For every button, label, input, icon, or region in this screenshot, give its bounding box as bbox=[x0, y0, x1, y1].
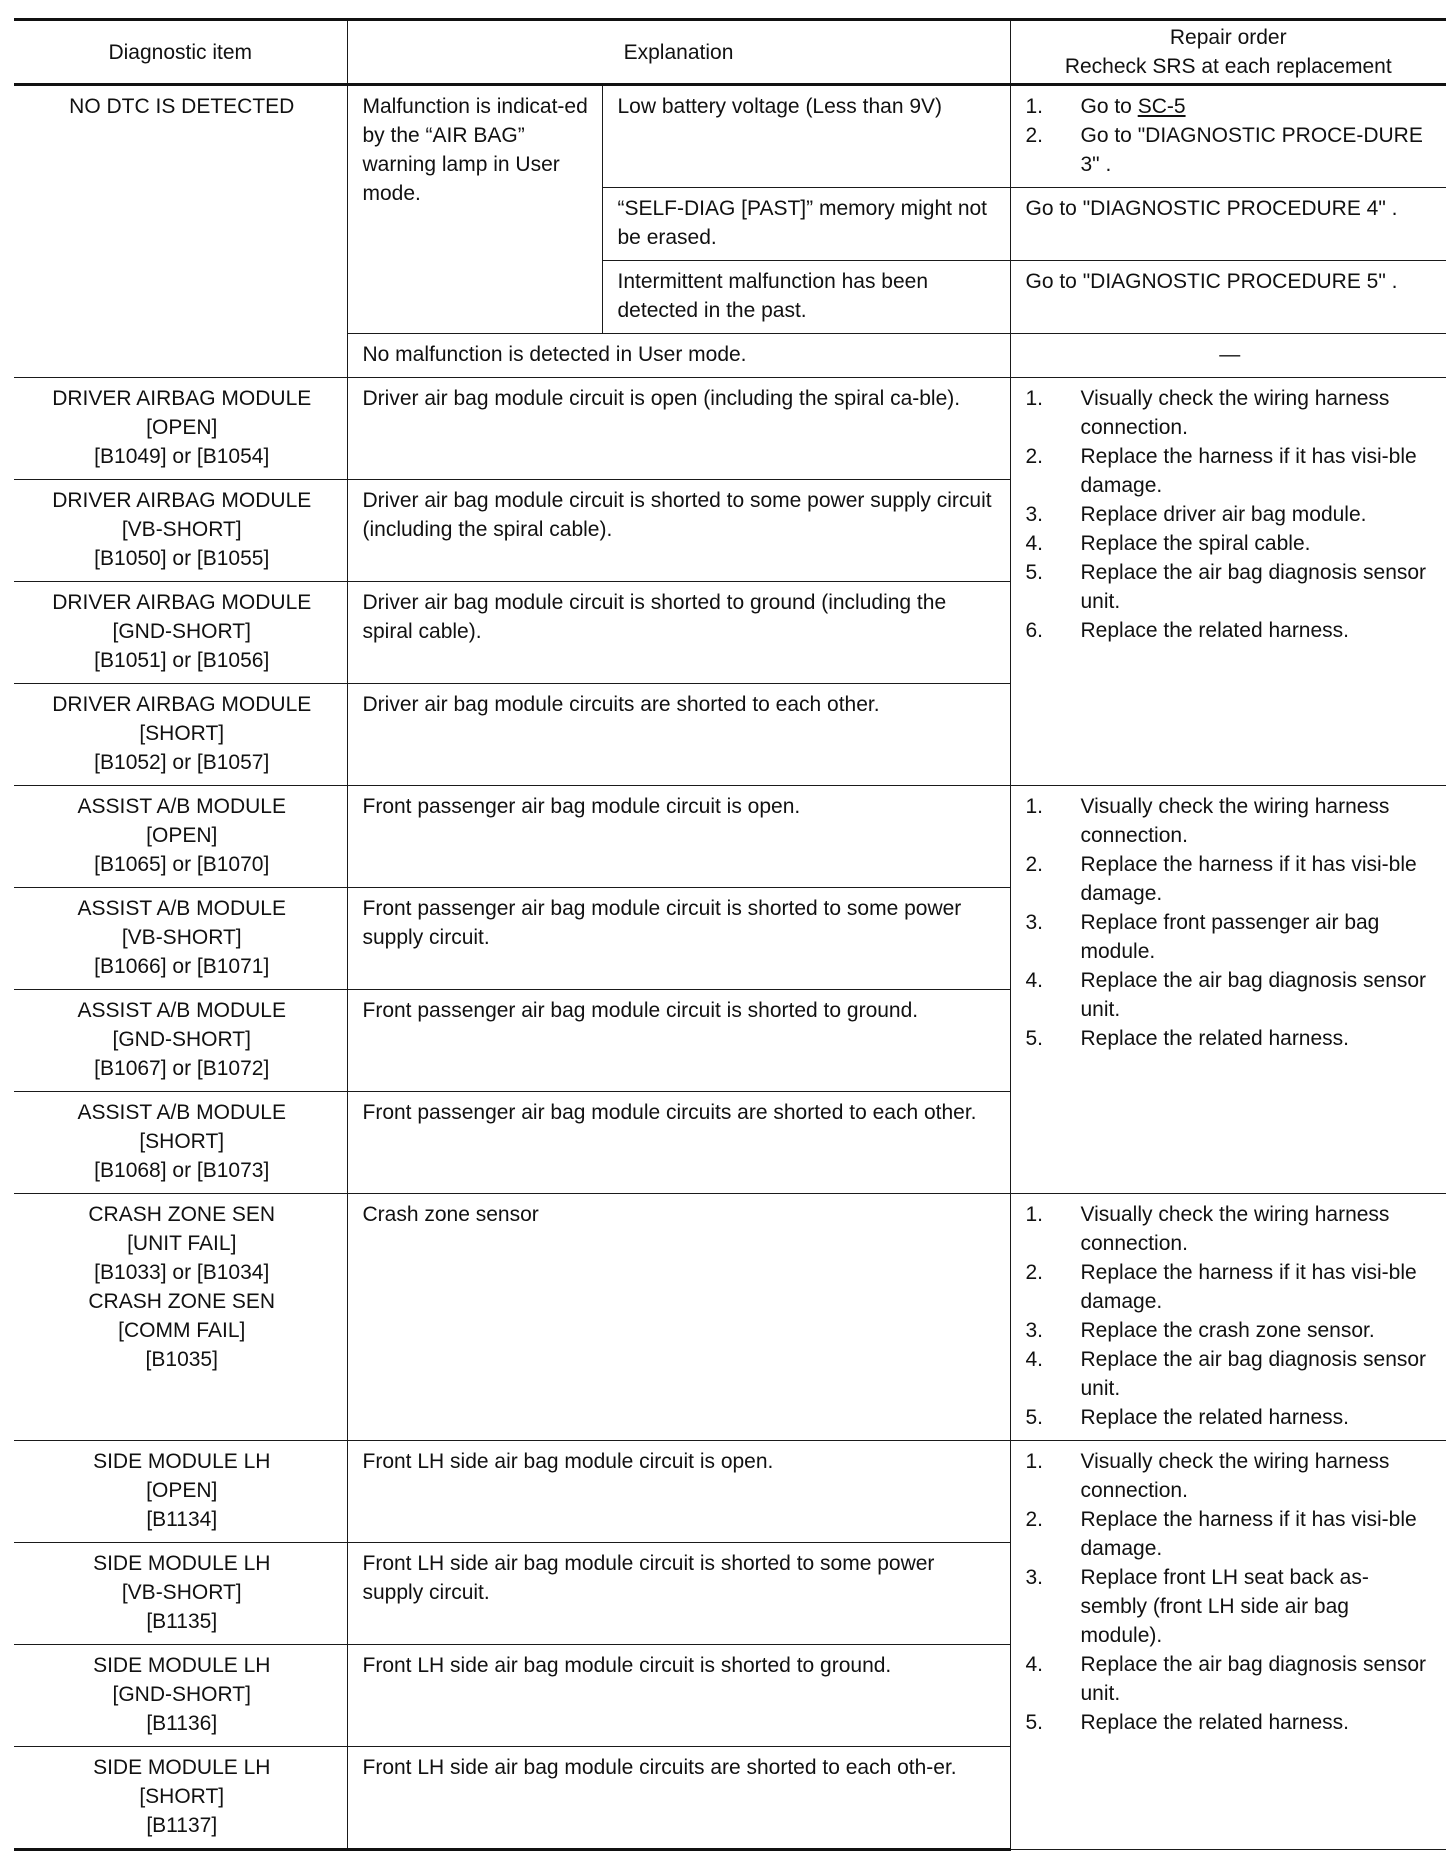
table-row bbox=[14, 786, 1446, 888]
item-codes: [B1134] bbox=[146, 1508, 218, 1531]
step-number: 1. bbox=[1025, 795, 1044, 818]
item-line: [B1035] bbox=[145, 1348, 218, 1371]
diagnostic-item bbox=[14, 990, 347, 1092]
step-number: 4. bbox=[1025, 1653, 1044, 1676]
explanation: Front passenger air bag module circuit is shorted to some power supply circuit. bbox=[347, 888, 1010, 990]
explanation: Driver air bag module circuit is open (including the spiral ca-ble). bbox=[347, 378, 1010, 480]
item-mode: [OPEN] bbox=[146, 824, 218, 847]
cause-intermittent: Intermittent malfunction has been detected in the past. bbox=[602, 261, 1010, 334]
explanation: Front LH side air bag module circuit is shorted to ground. bbox=[347, 1645, 1010, 1747]
step-number: 2. bbox=[1025, 1261, 1044, 1284]
repair-step bbox=[1026, 1403, 1435, 1432]
explanation: Front passenger air bag module circuits are shorted to each other. bbox=[347, 1092, 1010, 1194]
step-number: 3. bbox=[1025, 1319, 1044, 1342]
repair-steps bbox=[1026, 92, 1435, 179]
step-number: 5. bbox=[1025, 1027, 1044, 1050]
item-codes: [B1135] bbox=[146, 1610, 218, 1633]
item-line: [COMM FAIL] bbox=[118, 1319, 246, 1342]
diagnostic-table-page bbox=[14, 18, 1446, 1851]
item-name: SIDE MODULE LH bbox=[93, 1654, 271, 1677]
repair-order-cell bbox=[1010, 1194, 1446, 1441]
step-number: 3. bbox=[1025, 911, 1044, 934]
repair-order-cell: Go to "DIAGNOSTIC PROCEDURE 4" . bbox=[1010, 188, 1446, 261]
step-number: 2. bbox=[1025, 124, 1044, 147]
step-number: 4. bbox=[1025, 1348, 1044, 1371]
step-text: Replace the harness if it has visi-ble damage. bbox=[1080, 1508, 1417, 1560]
header-repair-order-title: Repair order bbox=[1169, 26, 1287, 49]
step-number: 2. bbox=[1025, 853, 1044, 876]
step-number: 1. bbox=[1025, 1450, 1044, 1473]
repair-step bbox=[1026, 850, 1435, 908]
item-name: DRIVER AIRBAG MODULE bbox=[52, 693, 312, 716]
item-name: ASSIST A/B MODULE bbox=[77, 999, 286, 1022]
item-name: ASSIST A/B MODULE bbox=[77, 795, 286, 818]
diagnostic-item bbox=[14, 1441, 347, 1543]
sc-5-link[interactable]: SC-5 bbox=[1137, 95, 1186, 118]
explanation: Front LH side air bag module circuit is shorted to some power supply circuit. bbox=[347, 1543, 1010, 1645]
step-text: Visually check the wiring harness connection. bbox=[1080, 1450, 1390, 1502]
item-mode: [OPEN] bbox=[146, 416, 218, 439]
repair-order-cell bbox=[1010, 786, 1446, 1194]
repair-step bbox=[1026, 500, 1435, 529]
item-codes: [B1049] or [B1054] bbox=[94, 445, 270, 468]
explanation-no-malfunction: No malfunction is detected in User mode. bbox=[347, 334, 1010, 378]
item-line: CRASH ZONE SEN bbox=[88, 1290, 276, 1313]
repair-step bbox=[1026, 121, 1435, 179]
step-text-prefix: Go to bbox=[1080, 95, 1138, 118]
repair-steps-crash bbox=[1026, 1200, 1435, 1432]
diagnostic-item bbox=[14, 684, 347, 786]
repair-step bbox=[1026, 792, 1435, 850]
step-text: Replace front passenger air bag module. bbox=[1080, 911, 1380, 963]
diagnostic-item bbox=[14, 1092, 347, 1194]
step-text: Replace the spiral cable. bbox=[1080, 532, 1311, 555]
repair-step bbox=[1026, 1650, 1435, 1708]
header-diagnostic-item: Diagnostic item bbox=[14, 20, 347, 85]
item-codes: [B1052] or [B1057] bbox=[94, 751, 270, 774]
repair-step bbox=[1026, 92, 1435, 121]
header-repair-order-subtitle: Recheck SRS at each replacement bbox=[1064, 55, 1392, 78]
item-mode: [VB-SHORT] bbox=[121, 926, 242, 949]
diagnostic-item bbox=[14, 1543, 347, 1645]
explanation-malfunction-indicated: Malfunction is indicat-ed by the “AIR BAG” warning lamp in User mode. bbox=[347, 85, 602, 334]
diagnostic-table bbox=[14, 18, 1446, 1851]
item-codes: [B1066] or [B1071] bbox=[94, 955, 270, 978]
item-mode: [OPEN] bbox=[146, 1479, 218, 1502]
repair-step bbox=[1026, 1258, 1435, 1316]
step-text: Replace the air bag diagnosis sensor unit. bbox=[1080, 969, 1427, 1021]
table-row bbox=[14, 85, 1446, 188]
explanation: Driver air bag module circuit is shorted to some power supply circuit (including the spiral cable). bbox=[347, 480, 1010, 582]
explanation: Crash zone sensor bbox=[347, 1194, 1010, 1441]
step-text: Visually check the wiring harness connection. bbox=[1080, 795, 1390, 847]
item-name: DRIVER AIRBAG MODULE bbox=[52, 387, 312, 410]
diagnostic-item bbox=[14, 786, 347, 888]
cause-self-diag-memory: “SELF-DIAG [PAST]” memory might not be erased. bbox=[602, 188, 1010, 261]
explanation: Front passenger air bag module circuit is open. bbox=[347, 786, 1010, 888]
item-name: SIDE MODULE LH bbox=[93, 1552, 271, 1575]
step-number: 1. bbox=[1025, 95, 1044, 118]
step-text: Go to "DIAGNOSTIC PROCE-DURE 3" . bbox=[1080, 124, 1423, 176]
diagnostic-item bbox=[14, 480, 347, 582]
explanation: Front LH side air bag module circuit is open. bbox=[347, 1441, 1010, 1543]
step-number: 4. bbox=[1025, 969, 1044, 992]
diagnostic-item bbox=[14, 582, 347, 684]
item-name: SIDE MODULE LH bbox=[93, 1450, 271, 1473]
item-mode: [GND-SHORT] bbox=[112, 1683, 251, 1706]
repair-order-cell bbox=[1010, 1441, 1446, 1850]
repair-steps-driver bbox=[1026, 384, 1435, 645]
repair-step bbox=[1026, 1024, 1435, 1053]
step-number: 2. bbox=[1025, 1508, 1044, 1531]
step-text: Replace front LH seat back as-sembly (front LH side air bag module). bbox=[1080, 1566, 1369, 1647]
repair-step bbox=[1026, 908, 1435, 966]
step-text: Replace the harness if it has visi-ble damage. bbox=[1080, 853, 1417, 905]
explanation: Driver air bag module circuits are shorted to each other. bbox=[347, 684, 1010, 786]
step-number: 5. bbox=[1025, 561, 1044, 584]
item-codes: [B1136] bbox=[146, 1712, 218, 1735]
item-mode: [GND-SHORT] bbox=[112, 620, 251, 643]
step-text: Replace the related harness. bbox=[1080, 619, 1349, 642]
item-codes: [B1137] bbox=[146, 1814, 218, 1837]
repair-step bbox=[1026, 1708, 1435, 1737]
step-text: Replace the harness if it has visi-ble damage. bbox=[1080, 445, 1417, 497]
item-codes: [B1051] or [B1056] bbox=[94, 649, 270, 672]
step-number: 5. bbox=[1025, 1711, 1044, 1734]
step-number: 5. bbox=[1025, 1406, 1044, 1429]
item-codes: [B1067] or [B1072] bbox=[94, 1057, 270, 1080]
repair-step bbox=[1026, 1200, 1435, 1258]
diagnostic-item bbox=[14, 378, 347, 480]
step-text: Replace the air bag diagnosis sensor unit. bbox=[1080, 561, 1427, 613]
step-text: Replace the crash zone sensor. bbox=[1080, 1319, 1375, 1342]
step-text: Replace the air bag diagnosis sensor unit. bbox=[1080, 1348, 1427, 1400]
step-text: Visually check the wiring harness connection. bbox=[1080, 1203, 1390, 1255]
diagnostic-item-no-dtc: NO DTC IS DETECTED bbox=[14, 85, 347, 378]
diagnostic-item bbox=[14, 1747, 347, 1850]
explanation: Front passenger air bag module circuit is shorted to ground. bbox=[347, 990, 1010, 1092]
item-name: DRIVER AIRBAG MODULE bbox=[52, 591, 312, 614]
diagnostic-item bbox=[14, 888, 347, 990]
step-number: 4. bbox=[1025, 532, 1044, 555]
step-number: 1. bbox=[1025, 387, 1044, 410]
item-line: [UNIT FAIL] bbox=[127, 1232, 237, 1255]
table-row bbox=[14, 1194, 1446, 1441]
repair-order-none: — bbox=[1010, 334, 1446, 378]
repair-step bbox=[1026, 529, 1435, 558]
header-explanation: Explanation bbox=[347, 20, 1010, 85]
step-number: 1. bbox=[1025, 1203, 1044, 1226]
repair-order-cell: Go to "DIAGNOSTIC PROCEDURE 5" . bbox=[1010, 261, 1446, 334]
diagnostic-item-crash-zone bbox=[14, 1194, 347, 1441]
step-text: Replace the related harness. bbox=[1080, 1027, 1349, 1050]
repair-step bbox=[1026, 1563, 1435, 1650]
item-line: [B1033] or [B1034] bbox=[94, 1261, 270, 1284]
step-text bbox=[1081, 92, 1435, 121]
step-text: Replace the related harness. bbox=[1080, 1711, 1349, 1734]
item-name: ASSIST A/B MODULE bbox=[77, 897, 286, 920]
step-number: 3. bbox=[1025, 503, 1044, 526]
cause-low-battery: Low battery voltage (Less than 9V) bbox=[602, 85, 1010, 188]
repair-step bbox=[1026, 966, 1435, 1024]
step-number: 2. bbox=[1025, 445, 1044, 468]
step-number: 3. bbox=[1025, 1566, 1044, 1589]
step-text: Visually check the wiring harness connection. bbox=[1080, 387, 1390, 439]
item-mode: [SHORT] bbox=[139, 722, 225, 745]
step-text: Replace the related harness. bbox=[1080, 1406, 1349, 1429]
item-codes: [B1068] or [B1073] bbox=[94, 1159, 270, 1182]
repair-step bbox=[1026, 1345, 1435, 1403]
header-repair-order bbox=[1010, 20, 1446, 85]
item-name: SIDE MODULE LH bbox=[93, 1756, 271, 1779]
repair-steps-assist bbox=[1026, 792, 1435, 1053]
step-text: Replace the air bag diagnosis sensor unit. bbox=[1080, 1653, 1427, 1705]
repair-step bbox=[1026, 1447, 1435, 1505]
step-text: Replace the harness if it has visi-ble damage. bbox=[1080, 1261, 1417, 1313]
item-name: DRIVER AIRBAG MODULE bbox=[52, 489, 312, 512]
step-text: Replace driver air bag module. bbox=[1080, 503, 1367, 526]
item-mode: [SHORT] bbox=[139, 1785, 225, 1808]
item-mode: [SHORT] bbox=[139, 1130, 225, 1153]
repair-step bbox=[1026, 616, 1435, 645]
repair-step bbox=[1026, 1505, 1435, 1563]
item-mode: [VB-SHORT] bbox=[121, 1581, 242, 1604]
repair-order-cell bbox=[1010, 85, 1446, 188]
repair-order-cell bbox=[1010, 378, 1446, 786]
repair-step bbox=[1026, 384, 1435, 442]
repair-steps-side bbox=[1026, 1447, 1435, 1737]
diagnostic-item bbox=[14, 1645, 347, 1747]
repair-step bbox=[1026, 558, 1435, 616]
table-row bbox=[14, 1441, 1446, 1543]
item-codes: [B1050] or [B1055] bbox=[94, 547, 270, 570]
item-line: CRASH ZONE SEN bbox=[88, 1203, 276, 1226]
explanation: Driver air bag module circuit is shorted to ground (including the spiral cable). bbox=[347, 582, 1010, 684]
explanation: Front LH side air bag module circuits are shorted to each oth-er. bbox=[347, 1747, 1010, 1850]
step-number: 6. bbox=[1025, 619, 1044, 642]
repair-step bbox=[1026, 1316, 1435, 1345]
item-name: ASSIST A/B MODULE bbox=[77, 1101, 286, 1124]
item-mode: [VB-SHORT] bbox=[121, 518, 242, 541]
table-row bbox=[14, 378, 1446, 480]
header-row bbox=[14, 20, 1446, 85]
item-codes: [B1065] or [B1070] bbox=[94, 853, 270, 876]
item-mode: [GND-SHORT] bbox=[112, 1028, 251, 1051]
repair-step bbox=[1026, 442, 1435, 500]
